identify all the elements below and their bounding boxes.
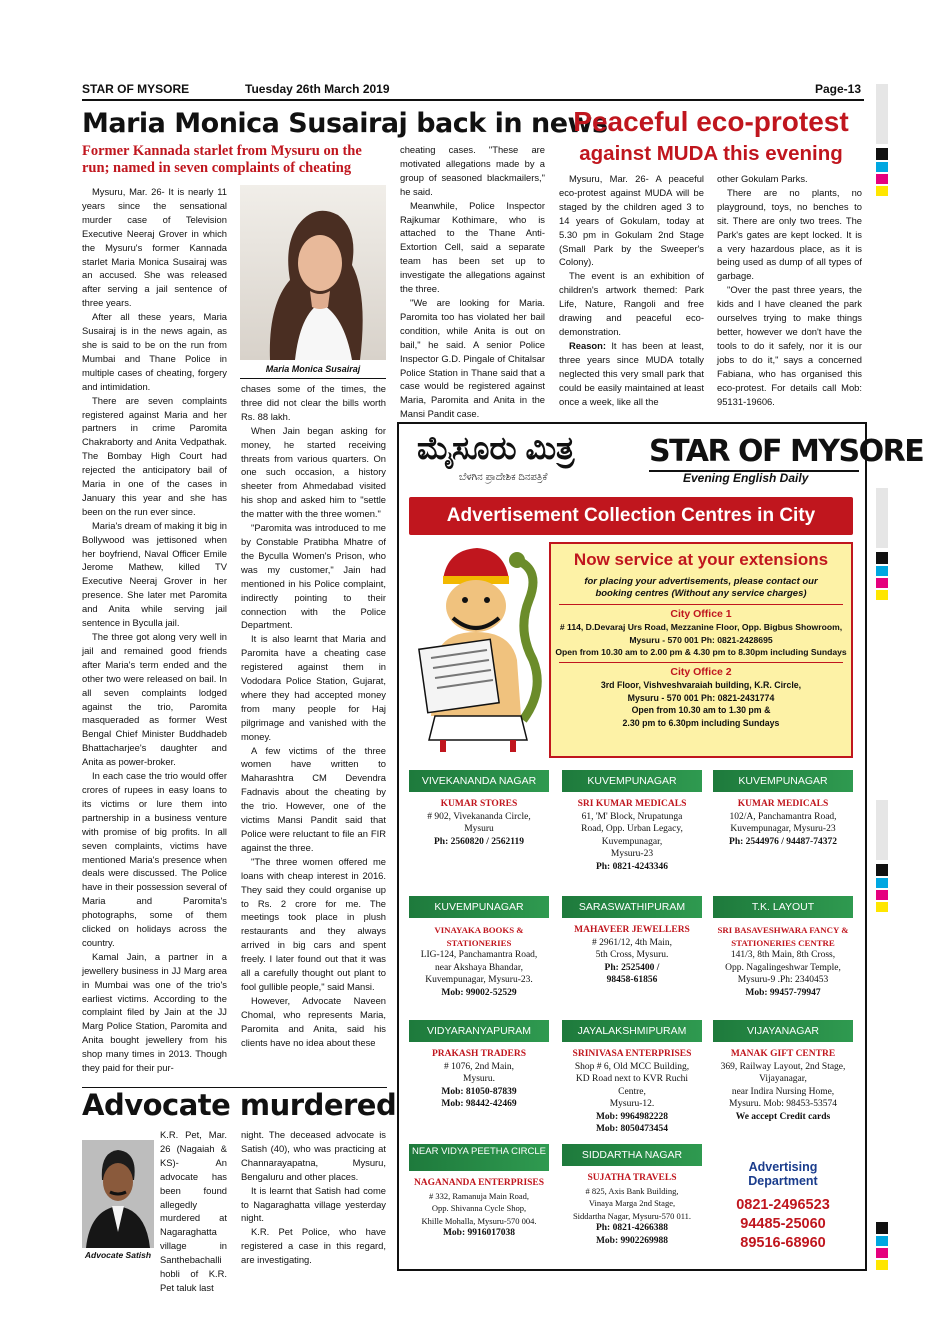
masthead-rule (82, 99, 864, 101)
centre-area-tab: VIDYARANYAPURAM (409, 1020, 549, 1042)
centre-area-tab: VIJAYANAGAR (713, 1020, 853, 1042)
office2-address: 3rd Floor, Vishveshvaraiah building, K.R. Circle, Mysuru - 570 001 Ph: 0821-2431774 Open from 10.30 am to 1.30 pm & 2.30 pm to 6.30pm including Sundays (600, 680, 802, 728)
centre-card: SIDDARTHA NAGAR SUJATHA TRAVELS # 825, Axis Bank Building, Vinaya Marga 2nd Stage, Siddartha Nagar, Mysuru-570 011. Ph: 0821-4266388 Mob: 9902269988 (562, 1144, 702, 1247)
yellow-swatch (876, 1260, 888, 1270)
centre-card: VIJAYANAGAR MANAK GIFT CENTRE 369, Railway Layout, 2nd Stage, Vijayanagar, near Indira Nursing Home, Mysuru. Mob: 98453-53574 We accept Credit cards (713, 1020, 853, 1123)
advocate-photo-caption: Advocate Satish (84, 1250, 152, 1260)
cartoon-mascot-illustration (413, 540, 549, 754)
eco-column-2: other Gokulam Parks. There are no plants, no playground, toys, no benches to sit. There are only two trees. The Park's gates are kept locked. It is a very hazardous place, as it is being used as dump of all types of garbage. "Over the past three years, the kids and I have cleaned the park ourselves trying to make things better, however we don't have the tools to do it safely, nor it is our jobs to do it," says a concerned Fabiana, who has organised this eco-protest. For details call Mob: 95131-19606. (717, 173, 862, 407)
yellow-swatch (876, 902, 888, 912)
centre-area-tab: NEAR VIDYA PEETHA CIRCLE (409, 1144, 549, 1171)
advertisement-banner: Advertisement Collection Centres in City (409, 497, 853, 535)
magenta-swatch (876, 578, 888, 588)
advocate-headline: Advocate murdered (82, 1088, 397, 1122)
extension-service-box (549, 542, 853, 758)
maria-photo-caption: Maria Monica Susairaj (265, 364, 361, 374)
paper-name: STAR OF MYSORE (82, 82, 190, 96)
centre-area-tab: JAYALAKSHMIPURAM (562, 1020, 702, 1042)
centre-name: SRI BASAVESHWARA FANCY & STATIONERIES CENTRE (717, 925, 849, 948)
magenta-swatch (876, 1248, 888, 1258)
advocate-column-1: K.R. Pet, Mar. 26 (Nagaiah & KS)- An advocate has been found allegedly murdered at Nagaraghatta village in Santhebachalli hobli of K.R. Pet taluk last (160, 1129, 227, 1293)
reason-label: Reason: (569, 339, 606, 351)
advertising-phone: 89516-68960 (740, 1235, 826, 1251)
centre-name: KUMAR STORES (440, 799, 518, 809)
maria-column-3: cheating cases. "These are motivated allegations made by a group of seasoned blackmailers," he said. Meanwhile, Police Inspector Rajkumar Kothimare, who is attached to the Thane Anti-Extortion Cell, said a separate team has been set up to investigate the allegations against the three. "We are looking for Maria. Paromita too has violated her bail condition, while Anita is out on bail," he said. A senior Police Inspector G.D. Pingale of Chitalsar Police Station in Thane said that a case would be registered against Maria, Paromita and Anita in the Mansi Pandit case. (400, 144, 545, 420)
centre-card: KUVEMPUNAGAR SRI KUMAR MEDICALS 61, 'M' Block, Nrupatunga Road, Opp. Urban Legacy, Kuvempunagar, Mysuru-23 Ph: 0821-4243346 (562, 770, 702, 873)
registration-strip (876, 84, 888, 144)
centre-name: SUJATHA TRAVELS (587, 1173, 677, 1183)
eco-column-1: Mysuru, Mar. 26- A peaceful eco-protest against MUDA will be staged by the children aged 3 to 14 years of Gokulam, today at 5.30 pm in Gokulam 2nd Stage (Small Park by the Sweeper's Colony). The event is an exhibition of children's artwork themed: Park Life, Nature, Rangoli and free drawing and peaceful eco-demonstration. Reason: It has been at least, three years since MUDA totally neglected this very small park that could be easily maintained at least once a week, like all the (559, 173, 705, 407)
magenta-swatch (876, 174, 888, 184)
divider (559, 604, 843, 605)
centre-area-tab: KUVEMPUNAGAR (409, 896, 549, 918)
centre-card: T.K. LAYOUT SRI BASAVESHWARA FANCY & STATIONERIES CENTRE 141/3, 8th Main, 8th Cross, Opp. Nagalingeshwar Temple, Mysuru-9 .Ph: 2340453 Mob: 99457-79947 (713, 896, 853, 999)
now-service-subtitle-2: booking centres (Without any service charges) (595, 588, 807, 599)
centre-area-tab: KUVEMPUNAGAR (562, 770, 702, 792)
eco-headline-line1: Peaceful eco-protest (573, 106, 849, 137)
centre-name: MAHAVEER JEWELLERS (574, 925, 690, 935)
cyan-swatch (876, 1236, 888, 1246)
cyan-swatch (876, 162, 888, 172)
maria-photo (240, 185, 386, 360)
maria-headline: Maria Monica Susairaj back in news (82, 108, 608, 139)
centre-name: SRINIVASA ENTERPRISES (572, 1049, 692, 1059)
cyan-swatch (876, 878, 888, 888)
black-swatch (876, 1222, 888, 1234)
centre-area-tab: T.K. LAYOUT (713, 896, 853, 918)
yellow-swatch (876, 590, 888, 600)
issue-date: Tuesday 26th March 2019 (245, 82, 390, 96)
centre-card: VIVEKANANDA NAGAR KUMAR STORES # 902, Vivekananda Circle, Mysuru Ph: 2560820 / 2562119 (409, 770, 549, 848)
brand-title: STAR OF MYSORE (649, 434, 924, 469)
now-service-title: Now service at your extensions (573, 550, 829, 569)
page-number: Page-13 (815, 82, 862, 96)
centre-card: VIDYARANYAPURAM PRAKASH TRADERS # 1076, 2nd Main, Mysuru. Mob: 81050-87839 Mob: 98442-42469 (409, 1020, 549, 1111)
brand-subtitle: Evening English Daily (683, 471, 809, 485)
advertising-department-card (713, 1160, 853, 1253)
advertising-phone: 0821-2496523 (736, 1197, 830, 1213)
maria-column-1: Mysuru, Mar. 26- It is nearly 11 years since the sensational murder case of Television Executive Neeraj Grover in which the Mysuru's former Kannada starlet Maria Monica Susairaj was an accused. She was released after serving a jail sentence of three years. After all these years, Maria Susairaj is in the news again, as she is said to be on the run from Mumbai and Thane Police in multiple cases of cheating, forgery and intimidation. There are seven complaints registered against Maria and her partners in crime Paromita Chakraborty and Anita Vedpathak. The Bombay High Court had rejected the anticipatory bail of Maria in one of the cases in January this year and she has been on the run ever since. Maria's dream of making it big in Bollywood was jettisoned when her boyfriend, Naval Officer Emile Jerome Mathew, killed TV Executive Neeraj Grover in her presence. She later met Paromita and Anita while serving jail sentence in Byculla jail. The three got along very well in jail and remained good friends after Maria's term ended and the other two were released on bail. In all seven complaints lodged against the trio, Paromita masqueraded as former West Bengal Chief Minister Buddhadeb Bhattacharjee's daughter and Anita as power-broker. In each case the trio would offer crores of rupees in easy loans to its victims or lure them into partnership in a business venture with promise of big profits. In all seven complaints, victims have mentioned Maria's presence when deals were discussed. The Police have in their possession several of Maria and Paromita's photographs, some of them clicked on holidays across the country. Kamal Jain, a partner in a jewellery business in JJ Marg area in Mumbai was one of the trio's earliest victims. According to the complaint filed by Jain at the JJ Marg Police Station, Paromita and Anita bought jewellery from his shop many times in 2013. Though they paid for their pur- (82, 186, 227, 1074)
registration-strip (876, 800, 888, 860)
centre-card: KUVEMPUNAGAR KUMAR MEDICALS 102/A, Panchamantra Road, Kuvempunagar, Mysuru-23 Ph: 2544976 / 94487-74372 (713, 770, 853, 848)
caption-rule (240, 378, 386, 379)
centre-card: SARASWATHIPURAM MAHAVEER JEWELLERS # 2961/12, 4th Main, 5th Cross, Mysuru. Ph: 2525400 / 98458-61856 (562, 896, 702, 987)
centre-name: VINAYAKA BOOKS & STATIONERIES (434, 925, 524, 948)
centre-name: MANAK GIFT CENTRE (730, 1049, 836, 1059)
cyan-swatch (876, 566, 888, 576)
centre-name: PRAKASH TRADERS (431, 1049, 527, 1059)
centre-area-tab: VIVEKANANDA NAGAR (409, 770, 549, 792)
maria-column-2: chases some of the times, the three did not clear the bills worth Rs. 88 lakh. When Jain began asking for money, he started receiving threats from various quarters. On one such occasion, a history sheeter from Ahmedabad visited his shop and asked him to "settle the matter with the three women." "Paromita was introduced to me by Constable Pratibha Mhatre of the Byculla Women's Prison, who was my customer," Jain had mentioned in his Police complaint, indirectly pointing to their connection with the Police Department. It is also learnt that Maria and Paromita have a cheating case registered against them in Vododara Police Station, Gujarat, where they had accepted money from many people for Haj pilgrimage and vanished with the money. A few victims of the three women have written to Maharashtra CM Devendra Fadnavis about the cheating by the trio. However, one of the victims Mansi Pandit said that Police were reluctant to file an FIR against the three. "The three women offered me loans with cheap interest in 2016. They said they could organise up to Rs. 2 crore for me. The meetings took place in plush restaurants and they always arrived in big cars and spent freely. I later found out that it was all a carefully thought out plant to fool gullible people," said Mansi. However, Advocate Naveen Chomal, who represents Maria, Paromita and Anita, said his clients have no idea about these (241, 383, 386, 1048)
black-swatch (876, 864, 888, 876)
centre-area-tab: KUVEMPUNAGAR (713, 770, 853, 792)
centre-card: KUVEMPUNAGAR VINAYAKA BOOKS & STATIONERIES LIG-124, Panchamantra Road, near Akshaya Bhandar, Kuvempunagar, Mysuru-23. Mob: 99002-52529 (409, 896, 549, 999)
office1-address: # 114, D.Devaraj Urs Road, Mezzanine Floor, Opp. Bigbus Showroom, Mysuru - 570 001 Ph: 0821-2428695 Open from 10.30 am to 2.00 pm & 4.30 pm to 8.30pm including Sundays (555, 622, 847, 657)
advocate-photo (82, 1140, 154, 1248)
now-service-subtitle-1: for placing your advertisements, please contact our (584, 576, 818, 587)
registration-strip (876, 488, 888, 548)
black-swatch (876, 148, 888, 160)
yellow-swatch (876, 186, 888, 196)
advocate-column-2: night. The deceased advocate is Satish (40), who was practicing at Channarayapatna, Mysuru, Bengaluru and other places. It is learnt that Satish had come to Nagaraghatta village yesterday night. K.R. Pet Police, who have registered a case in this regard, are investigating. (241, 1129, 386, 1266)
kannada-paper-subtitle: ಬೆಳಗಿನ ಪ್ರಾದೇಶಿಕ ದಿನಪತ್ರಿಕೆ (459, 472, 548, 483)
centre-name: SRI KUMAR MEDICALS (577, 799, 687, 809)
eco-headline-line2: against MUDA this evening (579, 142, 843, 165)
centre-card: NEAR VIDYA PEETHA CIRCLE NAGANANDA ENTERPRISES # 332, Ramanuja Main Road, Opp. Shivanna Cycle Shop, Khille Mohalla, Mysuru-570 004. Mob: 9916017038 (409, 1144, 549, 1240)
office1-title: City Office 1 (670, 608, 732, 620)
maria-subhead: Former Kannada starlet from Mysuru on the run; named in seven complaints of cheating (82, 143, 362, 176)
centre-card: JAYALAKSHMIPURAM SRINIVASA ENTERPRISES Shop # 6, Old MCC Building, KD Road next to KVR Ruchi Centre, Mysuru-12. Mob: 9964982228 Mob: 8050473454 (562, 1020, 702, 1136)
centre-name: KUMAR MEDICALS (737, 799, 829, 809)
centre-name: NAGANANDA ENTERPRISES (413, 1178, 545, 1188)
kannada-paper-title: ಮೈಸೂರು ಮಿತ್ರ (417, 430, 575, 466)
black-swatch (876, 552, 888, 564)
divider (559, 662, 843, 663)
office2-title: City Office 2 (670, 666, 732, 678)
centre-area-tab: SARASWATHIPURAM (562, 896, 702, 918)
advertising-phone: 94485-25060 (740, 1216, 826, 1232)
advertisement-box (397, 422, 924, 1271)
magenta-swatch (876, 890, 888, 900)
advertising-department-label: Advertising Department (748, 1160, 818, 1188)
centre-area-tab: SIDDARTHA NAGAR (562, 1144, 702, 1166)
